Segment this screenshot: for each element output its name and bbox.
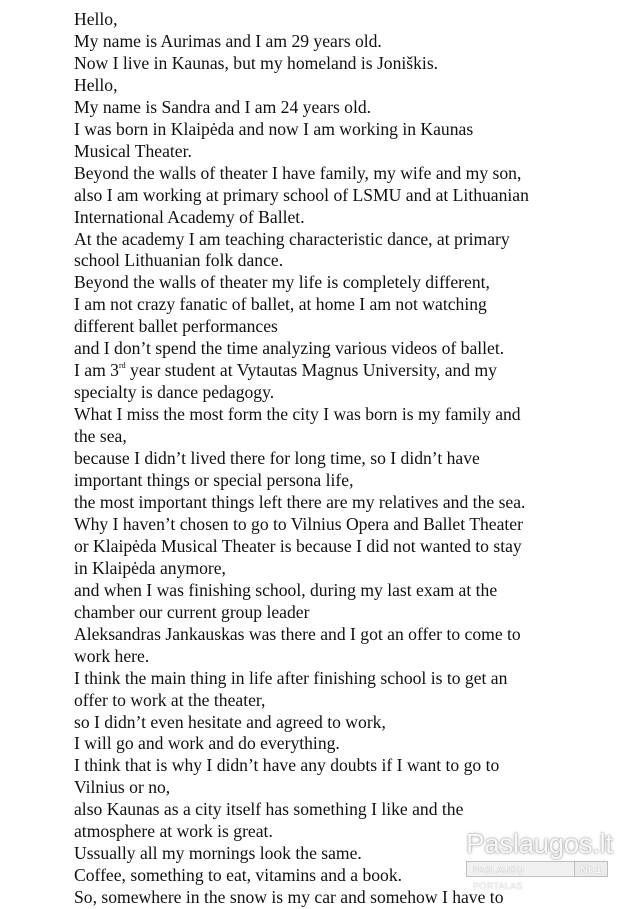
text-line: specialty is dance pedagogy. — [74, 382, 275, 403]
text-line: the most important things left there are my relatives and the sea. — [74, 491, 526, 512]
text-line: important things or special persona life, — [74, 470, 354, 491]
text-line: What I miss the most form the city I was born is my family and — [74, 404, 521, 425]
text-line: Aleksandras Jankauskas was there and I got an offer to come to — [74, 623, 521, 644]
text-line: school Lithuanian folk dance. — [74, 250, 284, 271]
text-line: Musical Theater. — [74, 140, 192, 161]
text-line: I will go and work and do everything. — [74, 733, 340, 754]
text-line: Coffee, something to eat, vitamins and a book. — [74, 865, 403, 886]
text-line: and when I was finishing school, during my last exam at the — [74, 579, 498, 600]
text-line: and I don’t spend the time analyzing various videos of ballet. — [74, 338, 505, 359]
text-line: My name is Aurimas and I am 29 years old. — [74, 30, 382, 51]
text-fragment: year student at Vytautas Magnus University, and my — [125, 360, 497, 381]
text-line: My name is Sandra and I am 24 years old. — [74, 96, 372, 117]
document-body — [74, 9, 624, 909]
text-line: also Kaunas as a city itself has something I like and the — [74, 799, 464, 820]
watermark-title: Paslaugos.lt — [466, 828, 613, 859]
text-line: Beyond the walls of theater my life is completely different, — [74, 272, 490, 293]
text-line: or Klaipėda Musical Theater is because I did not wanted to stay — [74, 535, 522, 556]
text-line: the sea, — [74, 426, 127, 447]
text-line: I think the main thing in life after finishing school is to get an — [74, 667, 508, 688]
text-line: chamber our current group leader — [74, 601, 310, 622]
text-line: atmosphere at work is great. — [74, 821, 273, 842]
text-line: Now I live in Kaunas, but my homeland is Joniškis. — [74, 52, 439, 73]
text-line: I think that is why I didn’t have any doubts if I want to go to — [74, 755, 500, 776]
text-line: Why I haven’t chosen to go to Vilnius Opera and Ballet Theater — [74, 513, 523, 534]
text-line: Ussually all my mornings look the same. — [74, 843, 362, 864]
text-line: Hello, — [74, 9, 118, 29]
text-line: so I didn’t even hesitate and agreed to work, — [74, 711, 386, 732]
text-line: Hello, — [74, 74, 118, 95]
text-line: because I didn’t lived there for long time, so I didn’t have — [74, 448, 480, 469]
watermark-tagline: PASLAUGŲ PORTALAS — [466, 861, 575, 877]
text-line: offer to work at the theater, — [74, 689, 266, 710]
text-fragment: I am 3 — [74, 360, 119, 381]
text-line — [74, 360, 624, 382]
text-line: International Academy of Ballet. — [74, 206, 305, 227]
text-line: I was born in Klaipėda and now I am working in Kaunas — [74, 118, 474, 139]
text-line: At the academy I am teaching characteristic dance, at primary — [74, 228, 510, 249]
text-line: in Klaipėda anymore, — [74, 557, 226, 578]
watermark-badge: Nr.1 — [575, 861, 608, 877]
ordinal-suffix: rd — [118, 361, 126, 371]
text-line: So, somewhere in the snow is my car and somehow I have to — [74, 887, 504, 908]
text-line: work here. — [74, 645, 150, 666]
text-line: also I am working at primary school of LSMU and at Lithuanian — [74, 184, 529, 205]
text-line: Vilnius or no, — [74, 777, 171, 798]
text-line: Beyond the walls of theater I have family, my wife and my son, — [74, 162, 522, 183]
text-line: different ballet performances — [74, 316, 278, 337]
text-line: I am not crazy fanatic of ballet, at home I am not watching — [74, 294, 487, 315]
